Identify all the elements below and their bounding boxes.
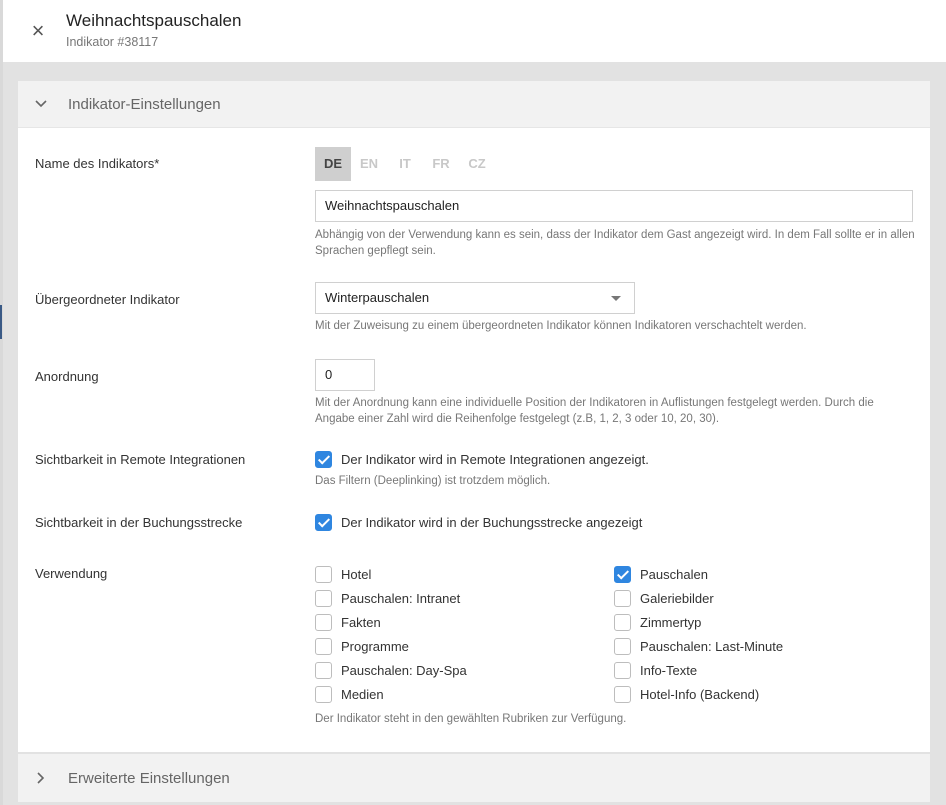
usage-checkbox-label: Pauschalen: Day-Spa [341,663,467,678]
order-help: Mit der Anordnung kann eine individuelle Position der Indikatoren in Auflistungen festgelegt werden. Durch die Angabe einer Zahl wird die Reihenfolge festgelegt (z.B, 1, 2, 3 oder 10, 20, 30). [315,397,874,425]
name-input[interactable]: Weihnachtspauschalen [315,190,913,222]
usage-label: Verwendung [35,566,108,581]
remote-visibility-help: Das Filtern (Deeplinking) ist trotzdem möglich. [315,475,551,487]
usage-checkbox-label: Programme [341,639,409,654]
usage-checkbox-zimmertyp[interactable] [614,614,631,631]
usage-checkbox-label: Pauschalen [640,567,708,582]
usage-checkbox-galeriebilder[interactable] [614,590,631,607]
page-title: Weihnachtspauschalen [66,11,242,30]
usage-checkbox-programme[interactable] [315,638,332,655]
name-label: Name des Indikators* [35,156,160,171]
usage-checkbox-label: Fakten [341,615,381,630]
usage-checkbox-info-texte[interactable] [614,662,631,679]
booking-visibility-checkbox[interactable] [315,514,332,531]
usage-checkbox-label: Info-Texte [640,663,698,678]
lang-tab-en[interactable]: EN [359,156,379,171]
remote-visibility-checkbox-label: Der Indikator wird in Remote Integrationen angezeigt. [341,452,649,467]
usage-checkbox-pauschalen[interactable] [614,566,631,583]
usage-checkbox-label: Pauschalen: Intranet [341,591,461,606]
usage-help: Der Indikator steht in den gewählten Rubriken zur Verfügung. [315,713,627,725]
parent-label: Übergeordneter Indikator [35,292,180,307]
usage-checkbox-hotel-info-backend[interactable] [614,686,631,703]
lang-tab-cz[interactable]: CZ [468,156,486,171]
caret-down-icon [611,296,621,301]
usage-checkbox-pauschalen-day-spa[interactable] [315,662,332,679]
usage-checkbox-label: Galeriebilder [640,591,714,606]
usage-checkbox-pauschalen-intranet[interactable] [315,590,332,607]
usage-checkbox-medien[interactable] [315,686,332,703]
usage-checkbox-label: Medien [341,687,384,702]
usage-checkbox-fakten[interactable] [315,614,332,631]
remote-visibility-label: Sichtbarkeit in Remote Integrationen [35,452,246,467]
page-subtitle: Indikator #38117 [66,35,159,49]
lang-tab-de[interactable]: DE [315,147,351,181]
left-edge-marker [0,305,2,339]
panel-header-indikator-einstellungen[interactable] [18,81,930,128]
chevron-down-icon [34,97,48,111]
parent-help: Mit der Zuweisung zu einem übergeordneten Indikator können Indikatoren verschachtelt werden. [315,320,807,332]
lang-tab-it[interactable]: IT [399,156,411,171]
chevron-right-icon [34,771,48,785]
order-input[interactable]: 0 [315,359,375,391]
lang-tab-fr[interactable]: FR [432,156,450,171]
booking-visibility-checkbox-label: Der Indikator wird in der Buchungsstrecke angezeigt [341,515,643,530]
usage-checkbox-hotel[interactable] [315,566,332,583]
usage-checkbox-pauschalen-last-minute[interactable] [614,638,631,655]
name-help: Abhängig von der Verwendung kann es sein, dass der Indikator dem Gast angezeigt wird. In dem Fall sollte er in allen Sprachen gepflegt sein. [315,229,915,257]
panel-title: Indikator-Einstellungen [68,96,221,113]
booking-visibility-label: Sichtbarkeit in der Buchungsstrecke [35,515,243,530]
parent-select[interactable] [315,282,635,314]
remote-visibility-checkbox[interactable] [315,451,332,468]
parent-select-value: Winterpauschalen [325,290,430,305]
usage-checkbox-label: Pauschalen: Last-Minute [640,639,784,654]
usage-checkbox-label: Zimmertyp [640,615,702,630]
close-icon[interactable]: × [31,18,45,43]
order-label: Anordnung [35,369,99,384]
usage-checkbox-label: Hotel-Info (Backend) [640,687,760,702]
usage-checkbox-label: Hotel [341,567,372,582]
panel-header-erweiterte-einstellungen[interactable] [18,754,930,802]
panel-title: Erweiterte Einstellungen [68,770,230,787]
header [3,0,946,62]
